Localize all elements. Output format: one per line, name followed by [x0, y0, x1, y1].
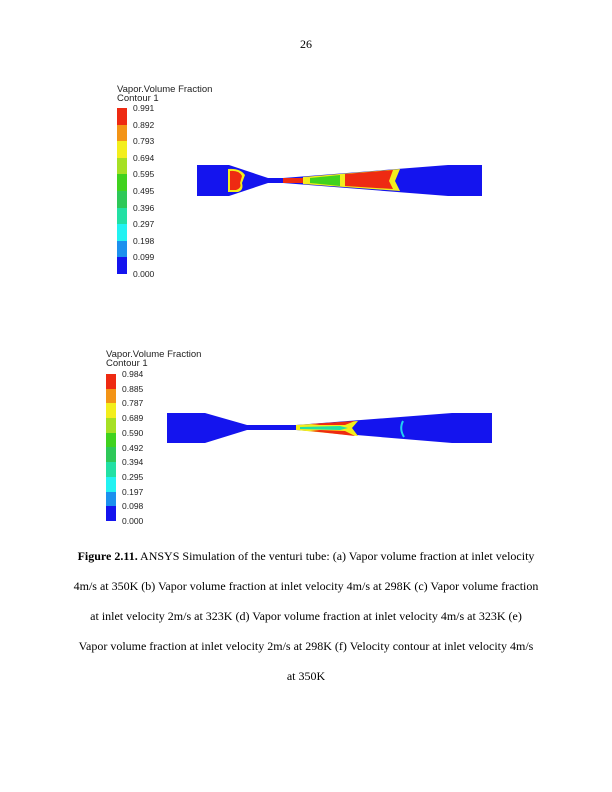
- page-number: 26: [300, 37, 312, 51]
- legend-tick-label: 0.394: [122, 457, 144, 468]
- legend-tick-label: 0.595: [133, 169, 155, 180]
- caption-line: [40, 541, 572, 571]
- figure-caption: [40, 541, 572, 691]
- legend-title-text: Vapor.Volume Fraction: [117, 84, 213, 95]
- legend-subtitle-text: Contour 1: [117, 92, 159, 104]
- legend-tick-label: 0.689: [122, 413, 144, 424]
- legend-tick-label: 0.590: [122, 427, 144, 438]
- legend-tick-label: 0.787: [122, 398, 144, 409]
- legend-tick-label: 0.885: [122, 383, 144, 394]
- legend-tick-label: 0.198: [133, 235, 155, 246]
- legend-tick-label: 0.000: [133, 269, 155, 279]
- caption-line: at inlet velocity 2m/s at 323K (d) Vapor volume fraction at inlet velocity 4m/s at 323K (e): [90, 609, 522, 623]
- legend-tick-label: 0.295: [122, 471, 144, 482]
- legend-tick-label: 0.492: [122, 442, 144, 453]
- legend-tick-label: 0.984: [122, 369, 144, 379]
- legend-title-text: Vapor.Volume Fraction: [106, 349, 202, 360]
- caption-line: at 350K: [286, 669, 326, 683]
- legend-tick-label: 0.098: [122, 501, 144, 512]
- legend-tick-label: 0.000: [122, 516, 144, 526]
- legend-tick-label: 0.892: [133, 119, 155, 130]
- caption-line: Vapor volume fraction at inlet velocity 2m/s at 298K (f) Velocity contour at inlet velocity 4m/s: [78, 639, 534, 653]
- legend-tick-label: 0.495: [133, 186, 155, 196]
- legend-tick-label: 0.991: [133, 103, 155, 113]
- legend-subtitle-text: Contour 1: [106, 357, 148, 369]
- caption-text: ANSYS Simulation of the venturi tube: (a) Vapor volume fraction at inlet velocity: [140, 549, 535, 563]
- legend-tick-label: 0.197: [122, 486, 144, 497]
- caption-label: Figure 2.11.: [77, 549, 138, 563]
- legend-tick-label: 0.396: [133, 202, 155, 213]
- legend-tick-label: 0.793: [133, 136, 155, 147]
- legend-tick-label: 0.694: [133, 152, 155, 163]
- caption-line: 4m/s at 350K (b) Vapor volume fraction at inlet velocity 4m/s at 298K (c) Vapor volume fraction: [73, 579, 539, 593]
- legend-tick-label: 0.099: [133, 252, 155, 263]
- legend-tick-label: 0.297: [133, 219, 155, 230]
